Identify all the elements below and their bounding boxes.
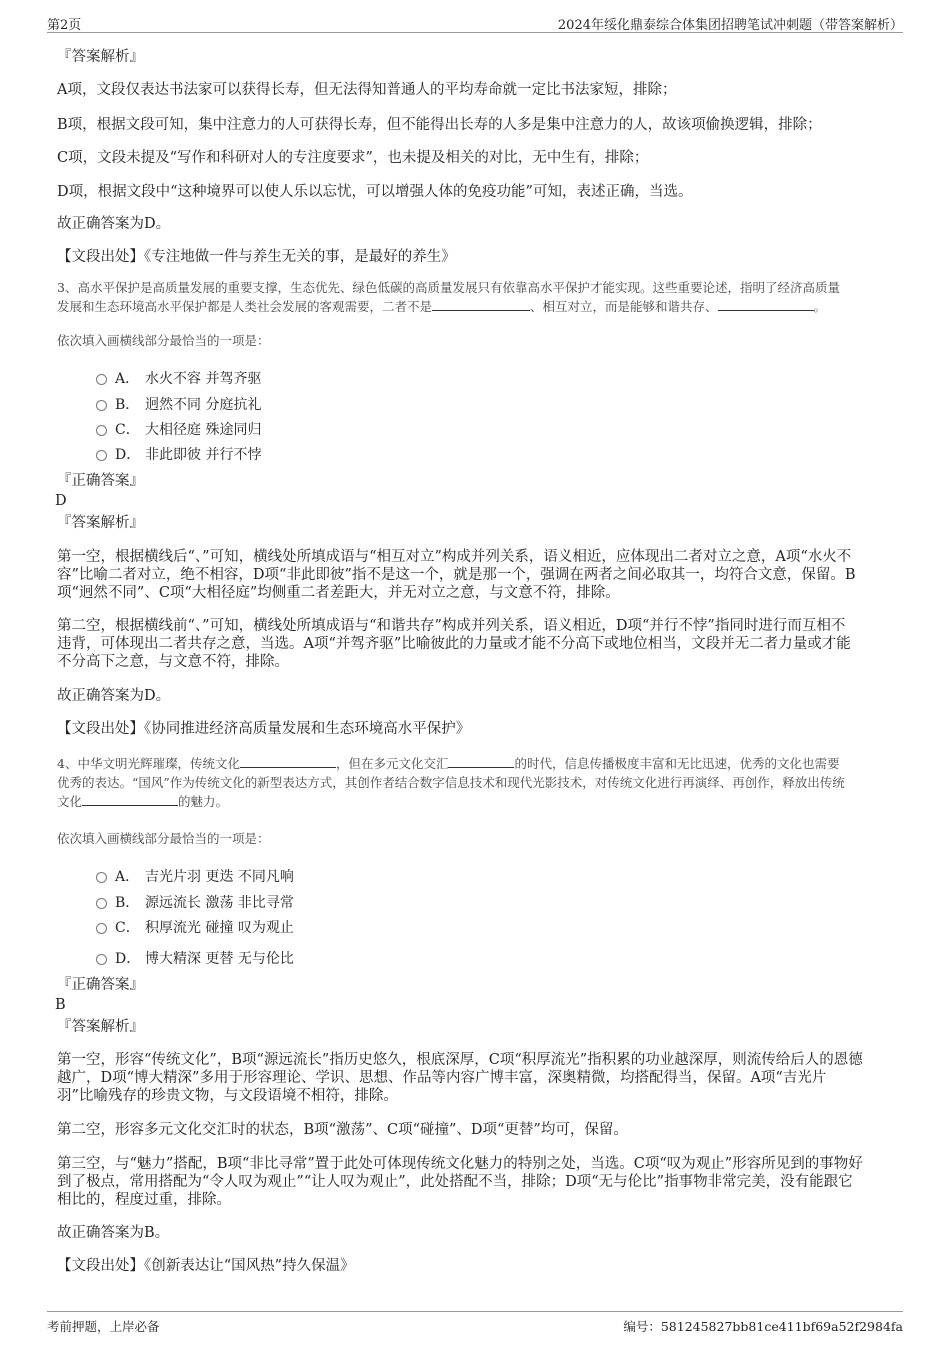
- source-title: 《协同推进经济高质量发展和生态环境高水平保护》: [144, 721, 471, 737]
- document-id: 编号：581245827bb81ce411bf69a52f2984fa: [623, 1319, 903, 1334]
- q3-prompt: 依次填入画横线部分最恰当的一项是：: [57, 333, 270, 348]
- q3-stem-line: 3、高水平保护是高质量发展的重要支撑，生态优先、绿色低碳的高质量发展只有依靠高水平保护才能实现。这些重要论述，指明了经济高质量: [57, 280, 840, 295]
- q3-option-c[interactable]: C． 大相径庭 殊途同归: [96, 419, 261, 439]
- source-label: 【文段出处】: [57, 721, 144, 737]
- answer-blank: [82, 793, 178, 806]
- q4-stem-line: 4、中华文明光辉璀璨，传统文化 ，但在多元文化交汇 的时代，信息传播极度丰富和无比迅速，优秀的文化也需要: [57, 756, 840, 771]
- q3-option-a[interactable]: A． 水火不容 并驾齐驱: [96, 368, 261, 388]
- source-label: 【文段出处】: [57, 1258, 144, 1274]
- q2-analysis-label: 『答案解析』: [57, 49, 144, 65]
- q3-analysis-label: 『答案解析』: [57, 515, 144, 531]
- radio-icon[interactable]: [96, 923, 107, 934]
- q4-stem-line: 文化 的魅力。: [57, 794, 229, 809]
- q3-option-b[interactable]: B． 迥然不同 分庭抗礼: [96, 394, 261, 414]
- radio-icon[interactable]: [96, 898, 107, 909]
- q2-analysis-b: B项，根据文段可知，集中注意力的人可获得长寿，但不能得出长寿的人多是集中注意力的人，故该项偷换逻辑，排除；: [57, 117, 822, 133]
- q2-source: [57, 248, 898, 266]
- radio-icon[interactable]: [96, 450, 107, 461]
- q2-analysis-c: C项，文段未提及“写作和科研对人的专注度要求”，也未提及相关的对比，无中生有，排除；: [57, 150, 649, 166]
- q2-analysis-a: A项，文段仅表达书法家可以获得长寿，但无法得知普通人的平均寿命就一定比书法家短，排除；: [57, 82, 677, 98]
- q4-option-c[interactable]: C． 积厚流光 碰撞 叹为观止: [96, 917, 294, 937]
- q4-source: [57, 1257, 898, 1275]
- page-footer: [47, 1311, 903, 1338]
- q2-analysis-d: D项，根据文段中“这种境界可以使人乐以忘忧，可以增强人体的免疫功能”可知，表述正确，当选。: [57, 184, 693, 200]
- radio-icon[interactable]: [96, 400, 107, 411]
- q4-analysis-p3: 第三空，与“魅力”搭配，B项“非比寻常”置于此处可体现传统文化魅力的特别之处，当选。C项“叹为观止”形容所见到的事物好 到了极点，常用搭配为“令人叹为观止”“让人叹为观止”，此处搭配不当，排除；D项“无与伦比”指事物非常完美，没有能跟它 相比的，程度过重，排除。: [57, 1156, 863, 1208]
- q4-answer-label: 『正确答案』: [57, 977, 144, 993]
- radio-icon[interactable]: [96, 954, 107, 965]
- q4-option-d[interactable]: D． 博大精深 更替 无与伦比: [96, 948, 294, 968]
- page-header: [47, 10, 903, 33]
- q3-source: [57, 720, 898, 738]
- answer-blank: [448, 755, 514, 768]
- source-label: 【文段出处】: [57, 249, 144, 265]
- document-title: 2024年绥化鼎泰综合体集团招聘笔试冲刺题（带答案解析）: [557, 18, 903, 33]
- answer-blank: [240, 755, 336, 768]
- answer-blank: [718, 298, 814, 311]
- q4-analysis-p1: 第一空，形容“传统文化”，B项“源远流长”指历史悠久，根底深厚，C项“积厚流光”指积累的功业越深厚，则流传给后人的恩德 越广，D项“博大精深”多用于形容理论、学识、思想、作品等内容广博丰富，深奥精微，均搭配得当，保留。A项“吉光片 羽”比喻残存的珍贵文物，与文段语境不相符，排除。: [57, 1052, 863, 1104]
- q3-stem: [57, 278, 898, 316]
- q2-conclusion: 故正确答案为D。: [57, 216, 171, 232]
- q3-analysis-p1: 第一空，根据横线后“、”可知，横线处所填成语与“相互对立”构成并列关系，语义相近，应体现出二者对立之意，A项“水火不 容”比喻二者对立，绝不相容，D项“非此即彼”指不是这一个，就是那一个，强调在两者之间必取其一，均符合文意，保留。B 项“迥然不同”、C项“大相径庭”均侧重二者差距大，并无对立之意，与文意不符，排除。: [57, 549, 856, 601]
- answer-blank: [432, 298, 530, 311]
- q4-option-a[interactable]: A． 吉光片羽 更迭 不同凡响: [96, 866, 294, 886]
- q3-analysis-p2: 第二空，根据横线前“、”可知，横线处所填成语与“和谐共存”构成并列关系，语义相近，D项“并行不悖”指同时进行而互相不 违背，可体现出二者共存之意，当选。A项“并驾齐驱”比喻彼此的力量或才能不分高下或地位相当，文段并无二者力量或才能 不分高下之意，与文意不符，排除。: [57, 618, 851, 670]
- q3-answer-label: 『正确答案』: [57, 473, 144, 489]
- q4-prompt: 依次填入画横线部分最恰当的一项是：: [57, 831, 270, 846]
- q4-stem-line: 优秀的表达。“国风”作为传统文化的新型表达方式，其创作者结合数字信息技术和现代光影技术，对传统文化进行再演绎、再创作，释放出传统: [57, 775, 845, 790]
- radio-icon[interactable]: [96, 872, 107, 883]
- q3-answer: D: [55, 493, 67, 509]
- radio-icon[interactable]: [96, 374, 107, 385]
- source-title: 《专注地做一件与养生无关的事，是最好的养生》: [144, 249, 456, 265]
- radio-icon[interactable]: [96, 425, 107, 436]
- q3-option-d[interactable]: D． 非此即彼 并行不悖: [96, 444, 261, 464]
- q3-conclusion: 故正确答案为D。: [57, 688, 171, 704]
- q4-analysis-label: 『答案解析』: [57, 1019, 144, 1035]
- page-number: 第2页: [47, 18, 82, 33]
- footer-slogan: 考前押题，上岸必备: [47, 1319, 160, 1334]
- source-title: 《创新表达让“国风热”持久保温》: [144, 1258, 355, 1274]
- q4-stem: [57, 754, 898, 811]
- q4-analysis-p2: 第二空，形容多元文化交汇时的状态，B项“激荡”、C项“碰撞”、D项“更替”均可，保留。: [57, 1122, 628, 1138]
- q4-answer: B: [55, 997, 66, 1013]
- q4-conclusion: 故正确答案为B。: [57, 1225, 170, 1241]
- q3-stem-line: 发展和生态环境高水平保护都是人类社会发展的客观需要，二者不是 、相互对立，而是能够和谐共存、 。: [57, 299, 827, 314]
- q4-option-b[interactable]: B． 源远流长 激荡 非比寻常: [96, 892, 294, 912]
